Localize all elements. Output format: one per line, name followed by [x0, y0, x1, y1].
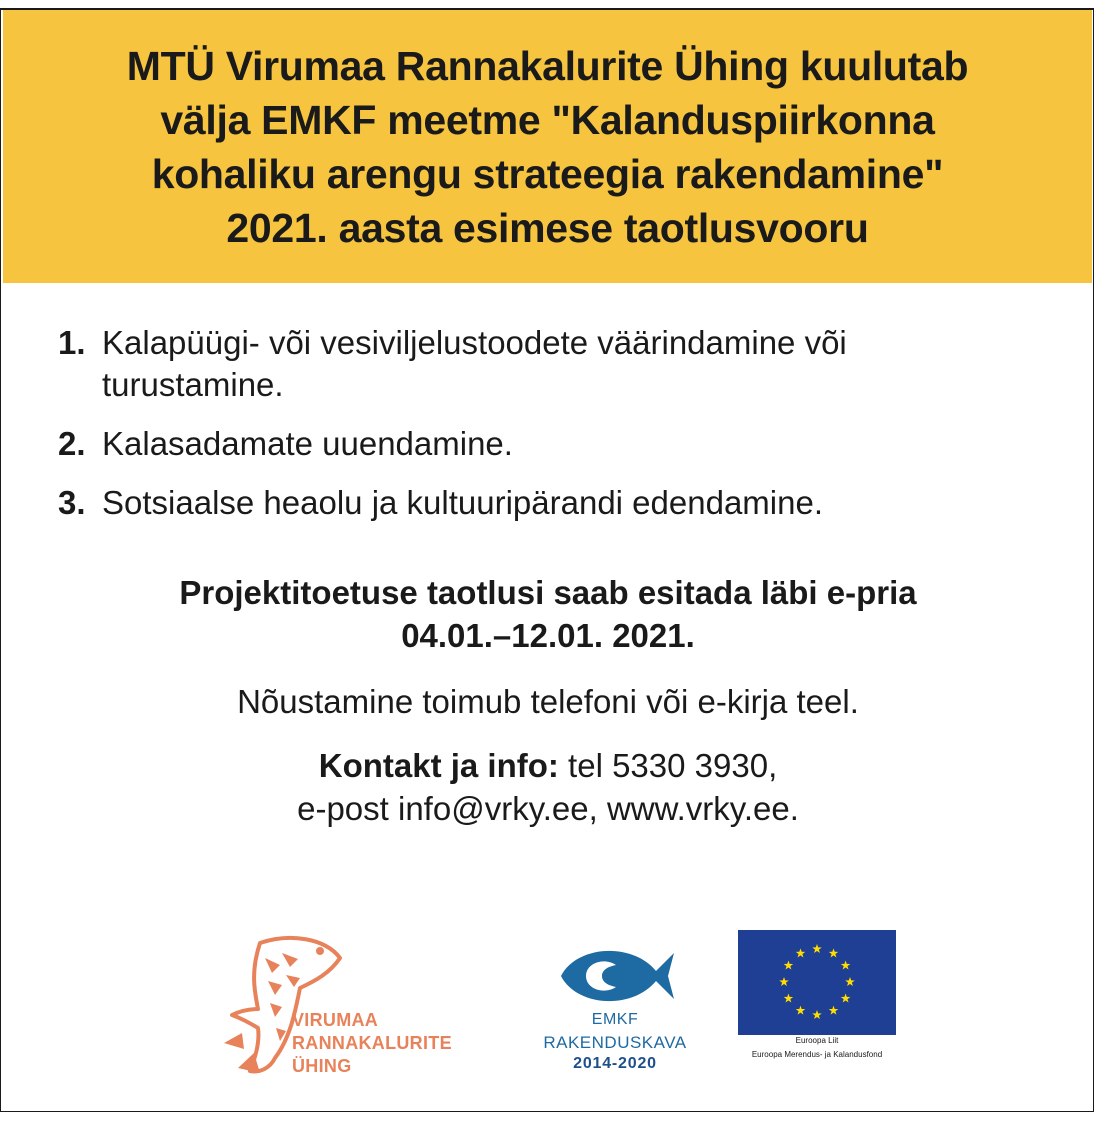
title-line-4: 2021. aasta esimese taotlusvooru — [226, 204, 869, 251]
fish-icon — [556, 941, 676, 1011]
measure-number: 2. — [58, 425, 86, 462]
measure-item-1 — [58, 322, 1058, 406]
measure-text-cont: turustamine. — [102, 366, 284, 403]
contact-email-web: e-post info@vrky.ee, www.vrky.ee. — [297, 790, 799, 827]
contact-info — [0, 744, 1096, 830]
eu-star — [845, 977, 855, 986]
eu-flag — [738, 930, 896, 1035]
eu-star — [779, 977, 789, 986]
eu-star — [784, 961, 794, 970]
eu-star — [784, 994, 794, 1003]
announcement-title — [127, 39, 969, 255]
emkf-label: EMKF — [591, 1011, 639, 1028]
contact-label: Kontakt ja info: — [318, 747, 559, 784]
measure-number: 3. — [58, 484, 86, 521]
application-line-1: Projektitoetuse taotlusi saab esitada läbi e-pria — [179, 574, 917, 611]
eu-star — [841, 961, 851, 970]
eu-star — [829, 1006, 839, 1015]
title-line-2: välja EMKF meetme "Kalanduspiirkonna — [160, 96, 935, 143]
eu-fund-caption: Euroopa Merendus- ja Kalandusfond — [751, 1050, 883, 1059]
virumaa-logo — [220, 933, 470, 1078]
emkf-period: 2014-2020 — [573, 1055, 657, 1072]
emkf-program: RAKENDUSKAVA — [543, 1033, 687, 1052]
logos-row — [0, 925, 1096, 1085]
application-dates: 04.01.–12.01. 2021. — [401, 617, 695, 654]
virumaa-logo-text — [292, 1009, 452, 1078]
eu-star — [796, 948, 806, 957]
eu-star — [812, 944, 822, 953]
measure-text: Kalasadamate uuendamine. — [102, 425, 513, 462]
title-line-1: MTÜ Virumaa Rannakalurite Ühing kuulutab — [126, 42, 969, 89]
eu-logo — [738, 930, 896, 1070]
emkf-logo — [540, 933, 690, 1073]
measure-item-2 — [58, 423, 1058, 465]
measure-number: 1. — [58, 324, 86, 361]
virumaa-line-2: RANNAKALURITE — [292, 1033, 452, 1053]
eu-star — [796, 1006, 806, 1015]
title-line-3: kohaliku arengu strateegia rakendamine" — [151, 150, 944, 197]
virumaa-line-3: ÜHING — [292, 1056, 352, 1076]
measure-item-3 — [58, 482, 1058, 524]
measure-text: Sotsiaalse heaolu ja kultuuripärandi edendamine. — [102, 484, 823, 521]
contact-phone: tel 5330 3930, — [558, 747, 778, 784]
eu-stars-icon — [738, 930, 896, 1035]
eu-star — [812, 1010, 822, 1019]
eu-star — [829, 948, 839, 957]
eu-caption: Euroopa Liit — [795, 1036, 839, 1045]
header-banner — [3, 10, 1092, 283]
application-info — [0, 571, 1096, 657]
virumaa-line-1: VIRUMAA — [292, 1010, 379, 1030]
eu-star — [841, 994, 851, 1003]
measure-text: Kalapüügi- või vesiviljelustoodete väärindamine või — [102, 324, 847, 361]
measures-list — [58, 322, 1058, 541]
consultation-text: Nõustamine toimub telefoni või e-kirja teel. — [237, 683, 859, 720]
